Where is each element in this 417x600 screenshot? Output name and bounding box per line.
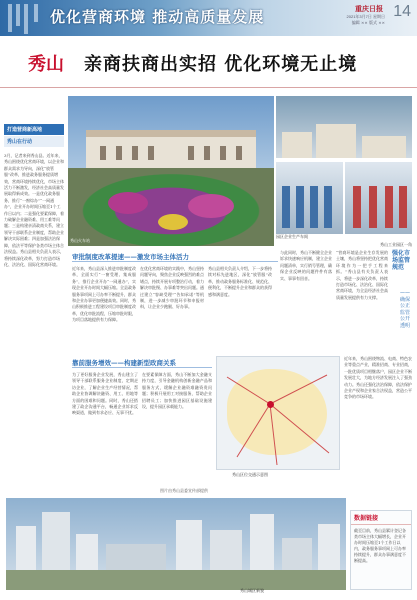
workshop-photo-2 xyxy=(345,162,412,234)
body-column-6: 与此同时，秀山不断健全企业诉求快速响应机制，建立企业问题清单，实行销号管理，确保企业反映的问题件件有落实、事事有回音。 xyxy=(280,250,332,281)
station-building xyxy=(86,136,256,168)
city-marker-icon xyxy=(267,401,274,408)
body-column-5: 在要素保障方面，秀山不断加大金融支持力度，引导金融机构创新金融产品和服务方式，缓解企业融资难融资贵问题；积极开展用工对接服务，帮助企业招聘员工；加快推进园区基础设施建设，提升园区承载能力。 xyxy=(142,372,212,410)
station-photo xyxy=(68,96,274,246)
right-subheading: ——确保公正监管公开透明 xyxy=(400,290,411,329)
main-photo-caption: 秀山火车站 xyxy=(70,238,90,243)
right-heading: 强化市场监管规范 xyxy=(392,250,411,271)
banner-title: 优化营商环境 推动高质量发展 xyxy=(50,8,265,26)
page-number: 14 xyxy=(393,3,411,20)
headline-title: 亲商扶商出实招 优化环境无止境 xyxy=(84,54,358,75)
masthead: 重庆日报 xyxy=(355,4,383,13)
body-column-r1: “营商环境是企业生存发展的土壤，秀山将坚持把优化营商环境作为一把手工程来抓。”秀山县有关负责人表示，将进一步深化改革，持续打造市场化、法治化、国际化营商环境，为全县经济社会高质量发展提供有力支撑。 xyxy=(336,250,388,300)
data-box xyxy=(350,510,412,590)
sidebar-body: 3月，记者来到秀山县。近年来，秀山围绕优化营商环境，以企业和群众需求为导向，深化“放管服”改革，推进政务服务提质增效，营商环境持续优化，市场主体活力不断激发，经济社会高质量发展取得新成效。一是优化政务服务，推行“一窗综办”“一网通办”，企业开办时间压缩至1个工作日以内；二是强化要素保障，着力破解企业融资难、用工难等问题；三是构建亲清政商关系，建立领导干部联系企业制度，帮助企业解决实际困难；四是加强法治保障，依法平等保护各类市场主体合法权益。秀山县相关负责人表示，将持续深化改革，努力打造市场化、法治化、国际化营商环境。 xyxy=(4,153,64,267)
data-box-title: 数据链接 xyxy=(351,511,411,525)
headline-kicker: 秀山 xyxy=(28,54,64,75)
editor-credits: 编辑 ×× 版式 ×× xyxy=(351,20,385,25)
photo-credit: 图片由秀山县委宣传部提供 xyxy=(160,488,208,493)
map-caption: 秀山区位交通示意图 xyxy=(232,472,268,477)
body-column-4: 为了更好服务企业发展，秀山建立了领导干部联系服务企业制度，定期走访企业，了解企业生产经营情况，帮助企业协调解决融资、用工、用地等方面的困难和问题。同时，秀山还搭建了政企沟通平台，畅通企业诉求反映渠道，做到有求必应、无事不扰。 xyxy=(72,372,138,416)
side-photo-caption: 园区企业生产车间 xyxy=(276,234,308,239)
side-photo-caption-2: 秀山工业园区一角 xyxy=(380,242,412,247)
body-column-3: 秀山县相关负责人介绍，下一步将持续对标先进地区，深化“放管服”改革，推动政务服务标准化、规范化、便利化，不断提升企业和群众的获得感和满意度。 xyxy=(208,266,272,297)
data-box-body: 截至目前，秀山县累计登记各类市场主体大幅增长，企业开办时间压缩至1个工作日以内，政务服务事项网上可办率持续提升，群众办事满意度不断提高。 xyxy=(354,528,406,563)
issue-date: 2021年3月7日 星期日 xyxy=(346,14,385,19)
sidebar-sub-tag: 秀山在行动 xyxy=(4,136,64,147)
page-banner xyxy=(0,0,417,36)
flower-plaza xyxy=(68,168,274,246)
sidebar xyxy=(4,124,64,505)
body-column-2: 在优化营商环境的实践中，秀山坚持问题导向，聚焦企业反映强烈的难点堵点，持续开展专项整治行动，着力解决审批慢、办事难等突出问题。通过建立“容缺受理”“告知承诺”等机制，进一步减少审批环节和申报材料，让企业少跑腿、好办事。 xyxy=(140,266,204,310)
sidebar-tag: 打造营商新高地 xyxy=(4,124,64,135)
bottom-photo-caption: 秀山城区新貌 xyxy=(240,588,264,593)
body-column-1: 近年来，秀山县深入推进审批制度改革，全面实行“一窗受理、集成服务”，推行企业开办“一网通办”，实现企业开办时间大幅压缩。全县政务服务事项网上可办率不断提升，群众和企业办事更加便捷高效。同时，秀山积极推进工程建设项目审批制度改革，优化审批流程，压缩审批时限，为项目落地提供有力保障。 xyxy=(72,266,136,323)
side-photos xyxy=(276,96,412,244)
industrial-park-photo xyxy=(276,96,412,158)
section-heading-1: 审批制度改革提速——激发市场主体活力 xyxy=(72,252,278,262)
section-heading-2: 靠前服务增效——构建新型政商关系 xyxy=(72,358,212,368)
city-photo xyxy=(6,498,346,590)
headline-area xyxy=(0,42,417,88)
workshop-photo-1 xyxy=(276,162,343,234)
body-column-r2: 近年来，秀山围绕物流、电商、特色农业等重点产业，精准招商、专业招商，一批优质项目相继落户，园区企业不断发展壮大，为地方经济发展注入了强劲动力。秀山还强化法治保障，依法保护企业产权和企业家合法权益，营造公平竞争的市场环境。 xyxy=(344,356,412,400)
